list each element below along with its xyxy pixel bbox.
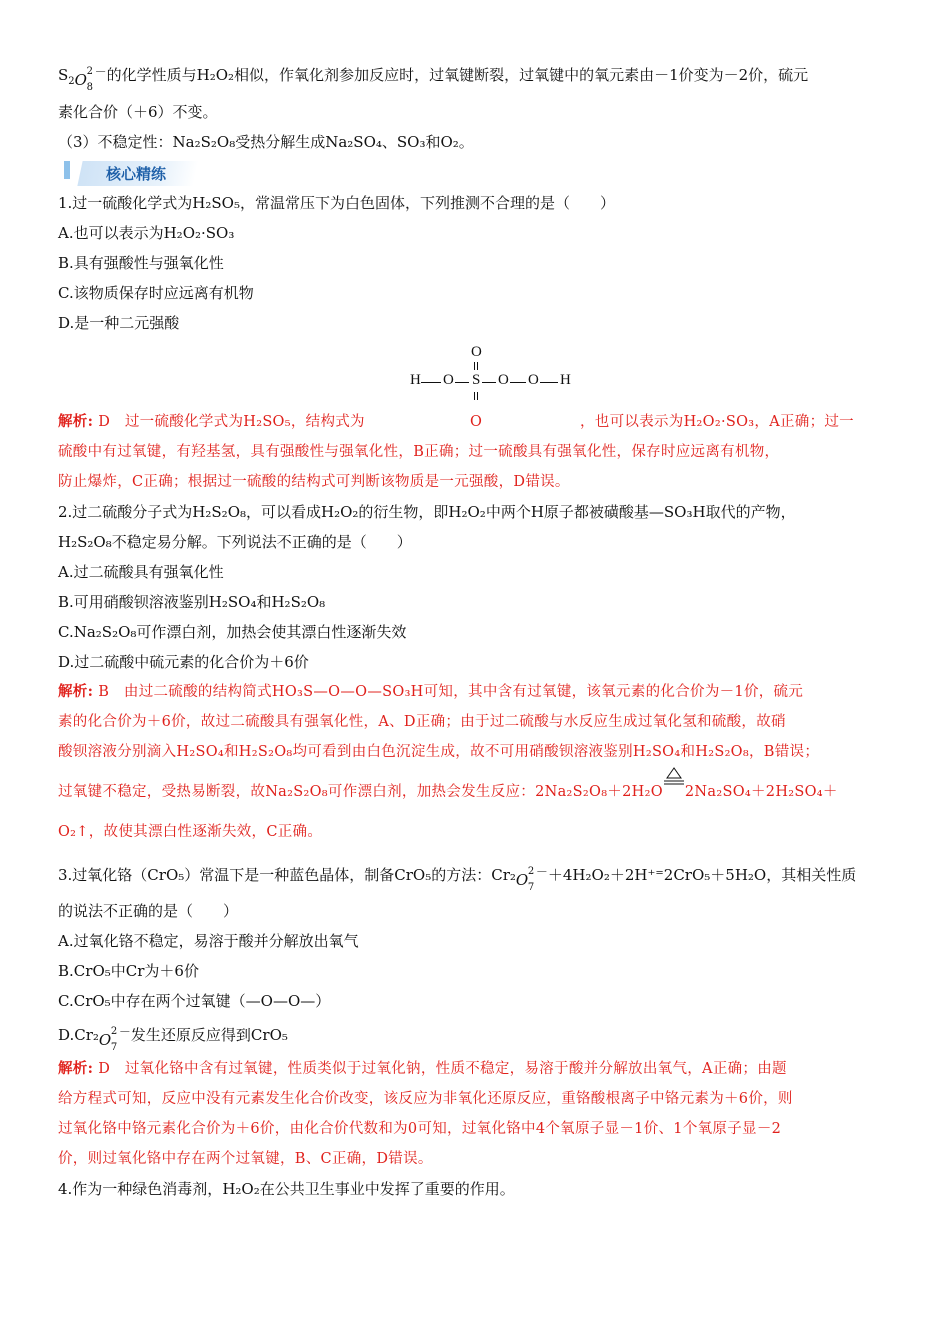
explanation-text: ，也可以表示为H₂O₂·SO₃，A正确；过一 (580, 414, 854, 430)
explanation-text: 过氧化铬中含有过氧键，性质类似于过氧化钠，性质不稳定，易溶于酸并分解放出氧气，A正确；由题 (124, 1061, 787, 1077)
question-1-explanation-line-2: 硫酸中有过氧键，有羟基氢，具有强酸性与强氧化性，B正确；过一硫酸具有强氧化性，保存时应远离有机物， (58, 444, 780, 460)
formula-double-bond-bottom (474, 392, 478, 400)
question-3-stem-1 (58, 859, 894, 893)
ion-cr2o7: O 2 7 － (98, 1025, 131, 1053)
formula-bond-3 (482, 382, 496, 383)
question-2-stem-1: 2.过二硫酸分子式为H₂S₂O₈，可以看成H₂O₂的衍生物，即H₂O₂中两个H原子都被磺酸基—SO₃H取代的产物， (58, 503, 796, 521)
question-2-answer: B (98, 684, 110, 700)
question-1-option-c: C.该物质保存时应远离有机物 (58, 284, 254, 302)
intro-line-2: 素化合价（＋6）不变。 (58, 103, 218, 121)
question-2-explanation-line-5: O₂↑，故使其漂白性逐渐失效，C正确。 (58, 824, 323, 840)
tag-accent-bar (64, 161, 70, 179)
formula-bond-1 (421, 382, 441, 383)
question-2-explanation-line-2: 素的化合价为＋6价，故过二硫酸具有强氧化性，A、D正确；由于过二硫酸与水反应生成过氧化氢和硫酸，故硝 (58, 714, 786, 730)
explanation-text: 过氧键不稳定，受热易断裂，故Na₂S₂O₈可作漂白剂，加热会发生反应：2Na₂S₂O₈＋2H₂O (58, 784, 663, 800)
question-3-explanation-line-3: 过氧化铬中铬元素化合价为＋6价，由化合价代数和为0可知，过氧化铬中4个氧原子显－1价、1个氧原子显－2 (58, 1121, 782, 1137)
formula-s: S (472, 372, 481, 388)
question-1-stem: 1.过一硫酸化学式为H₂SO₅，常温常压下为白色固体，下列推测不合理的是（ ） (58, 194, 615, 212)
formula-o2: O (498, 372, 509, 388)
question-1-explanation-line-3: 防止爆炸，C正确；根据过一硫酸的结构式可判断该物质是一元强酸，D错误。 (58, 474, 570, 490)
equals-sign-icon: = (655, 868, 664, 879)
question-4-stem: 4.作为一种绿色消毒剂，H₂O₂在公共卫生事业中发挥了重要的作用。 (58, 1180, 515, 1198)
formula-h2: H (560, 372, 571, 388)
question-1-option-b: B.具有强酸性与强氧化性 (58, 254, 224, 272)
answer-label: 解析: (58, 413, 94, 430)
question-2-explanation-line-4 (58, 777, 894, 807)
question-3-text: 2CrO₅＋5H₂O，其相关性质 (663, 866, 857, 884)
answer-label: 解析: (58, 1060, 94, 1077)
formula-o3: O (528, 372, 539, 388)
intro-line-1: $S_2$ O 2 8 － 的化学性质与H₂O₂相似，作氧化剂参加反应时，过氧键断裂，过氧键中的氧元素由－1价变为－2价，硫元 (58, 65, 809, 93)
question-3-explanation-line-2: 给方程式可知，反应中没有元素发生化合价改变，该反应为非氧化还原反应，重铬酸根离子中铬元素为＋6价，则 (58, 1091, 793, 1107)
question-1-option-d: D.是一种二元强酸 (58, 314, 180, 332)
intro-line-3: （3）不稳定性：Na₂S₂O₈受热分解生成Na₂SO₄、SO₃和O₂。 (58, 133, 474, 151)
ion-s2o8: O 2 8 － (74, 65, 107, 93)
formula-h1: H (410, 372, 421, 388)
formula-bond-5 (540, 382, 558, 383)
question-2-option-c: C.Na₂S₂O₈可作漂白剂，加热会使其漂白性逐渐失效 (58, 623, 407, 641)
formula-bond-2 (455, 382, 469, 383)
section-tag-label: 核心精练 (106, 165, 167, 183)
ion-cr2o7: O 2 7 － (515, 865, 548, 893)
formula-double-bond-top (474, 362, 478, 370)
option-d-text: 发生还原反应得到CrO₅ (130, 1026, 288, 1044)
question-3-stem-2: 的说法不正确的是（ ） (58, 902, 239, 920)
question-2-option-a: A.过二硫酸具有强氧化性 (58, 563, 224, 581)
explanation-text: 过一硫酸化学式为H₂SO₅，结构式为 (124, 414, 365, 430)
question-2-option-b: B.可用硝酸钡溶液鉴别H₂SO₄和H₂S₂O₈ (58, 593, 326, 611)
question-3-option-c: C.CrO₅中存在两个过氧键（—O—O—） (58, 992, 331, 1010)
formula-top-o: O (471, 344, 482, 360)
question-2-explanation-line-3: 酸钡溶液分别滴入H₂SO₄和H₂S₂O₈均可看到由白色沉淀生成，故不可用硝酸钡溶液鉴别H₂SO₄和H₂S₂O₈，B错误； (58, 744, 820, 760)
question-3-option-b: B.CrO₅中Cr为＋6价 (58, 962, 199, 980)
intro-text-1: 的化学性质与H₂O₂相似，作氧化剂参加反应时，过氧键断裂，过氧键中的氧元素由－1价变为－2价，硫元 (106, 66, 809, 84)
question-3-option-a: A.过氧化铬不稳定，易溶于酸并分解放出氧气 (58, 932, 359, 950)
question-2-stem-2: H₂S₂O₈不稳定易分解。下列说法不正确的是（ ） (58, 533, 412, 551)
formula-bottom-o: O (470, 414, 483, 430)
question-1-answer: D (98, 414, 111, 430)
document-page (58, 60, 894, 1204)
question-3-explanation-line-1 (58, 1054, 894, 1084)
explanation-text: 2Na₂SO₄＋2H₂SO₄＋ (684, 784, 838, 800)
question-3-text: ＋4H₂O₂＋2H⁺ (547, 866, 656, 884)
question-1-option-a: A.也可以表示为H₂O₂·SO₃ (58, 224, 235, 242)
question-1-explanation-line-1 (58, 407, 894, 437)
section-tag-box (77, 161, 198, 186)
heat-arrow-icon (663, 782, 685, 796)
question-3-text: 3.过氧化铬（CrO₅）常温下是一种蓝色晶体，制备CrO₅的方法：Cr₂ (58, 866, 516, 884)
question-2-explanation-line-1 (58, 677, 894, 707)
question-3-answer: D (98, 1061, 111, 1077)
formula-bond-4 (510, 382, 526, 383)
question-3-option-d (58, 1020, 894, 1053)
section-tag (58, 157, 894, 188)
option-d-text: D.Cr₂ (58, 1026, 99, 1044)
explanation-text: 由过二硫酸的结构简式HO₃S—O—O—SO₃H可知，其中含有过氧键，该氧元素的化合价为－1价，硫元 (123, 684, 804, 700)
question-3-explanation-line-4: 价，则过氧化铬中存在两个过氧键，B、C正确，D错误。 (58, 1151, 433, 1167)
formula-o1: O (443, 372, 454, 388)
question-2-option-d: D.过二硫酸中硫元素的化合价为＋6价 (58, 653, 309, 671)
answer-label: 解析: (58, 683, 94, 700)
